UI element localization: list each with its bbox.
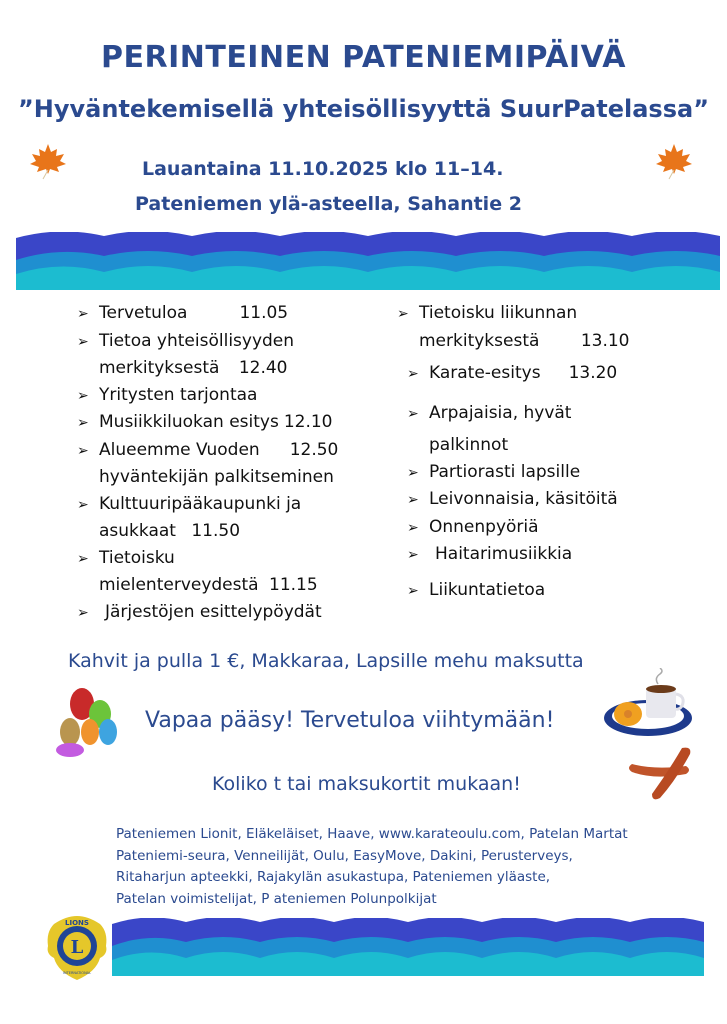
arrow-bullet-icon: ➢ [77,333,89,350]
program-item-time: 12.40 [238,358,288,378]
program-item-label: Onnenpyöriä [429,516,539,537]
program-item-time: 12.10 [283,412,333,432]
program-item-time: 11.05 [239,303,289,323]
program-item-label: Musiikkiluokan esitys [99,412,279,432]
sausage-icon [626,742,698,804]
program-item-label: Partiorasti lapsille [429,461,581,482]
sponsors-line: Pateniemen Lionit, Eläkeläiset, Haave, www.karateoulu.com, Patelan Martat [116,826,628,842]
program-item [397,514,629,542]
arrow-bullet-icon: ➢ [407,492,419,508]
program-item-label: Tietoa yhteisöllisyyden [99,330,295,351]
arrow-bullet-icon: ➢ [77,442,89,459]
arrow-bullet-icon: ➢ [77,496,89,513]
svg-text:INTERNATIONAL: INTERNATIONAL [62,971,92,975]
event-venue: Pateniemen ylä-asteella, Sahantie 2 [135,193,522,215]
program-item-label: Arpajaisia, hyvät [429,402,572,423]
program-item-label: Tietoisku [99,547,175,568]
program-item-label: asukkaat [99,521,176,541]
maple-leaf-icon [652,140,696,180]
arrow-bullet-icon: ➢ [407,547,419,563]
program-item [397,541,629,569]
program-item [77,437,338,465]
program-item-continuation [77,464,338,491]
program-item-label: hyväntekijän palkitseminen [99,467,334,487]
program-item-label: Tervetuloa [99,303,188,323]
wave-divider [16,232,720,292]
program-item-label: Alueemme Vuoden [99,439,260,460]
program-item [397,459,629,487]
arrow-bullet-icon: ➢ [397,306,409,322]
program-item-time: 12.50 [289,439,339,460]
arrow-bullet-icon: ➢ [407,366,419,382]
program-item [397,486,629,514]
arrow-bullet-icon: ➢ [77,550,89,567]
maple-leaf-icon [26,140,70,180]
arrow-bullet-icon: ➢ [407,582,419,599]
free-entry-info: Vapaa pääsy! Tervetuloa viihtymään! [145,708,555,733]
svg-text:L: L [70,937,84,958]
program-item-label: Haitarimusiikkia [435,544,573,564]
poster-title: PERINTEINEN PATENIEMIPÄIVÄ [101,40,626,75]
sponsors-list [116,824,628,910]
program-item-label: mielenterveydestä [99,575,259,595]
program-item-time: 13.10 [580,330,630,351]
program-item-label: Leivonnaisia, käsitöitä [429,489,618,509]
program-item-continuation [77,355,338,382]
program-item-label: merkityksestä [99,358,220,378]
program-item [77,300,338,328]
program-item [397,360,629,388]
event-date: Lauantaina 11.10.2025 klo 11–14. [142,158,504,180]
arrow-bullet-icon: ➢ [77,387,89,404]
arrow-bullet-icon: ➢ [407,464,419,481]
program-item [77,409,338,437]
coffee-and-bun-icon [602,668,694,740]
program-item-label: merkityksestä [419,330,540,351]
program-item-label: Karate-esitys [429,363,541,383]
program-item-continuation [397,432,629,459]
program-item-label: Kulttuuripääkaupunki ja [99,493,302,514]
program-item-label: Tietoisku liikunnan [419,303,578,323]
program-item [397,400,629,428]
arrow-bullet-icon: ➢ [77,415,89,431]
program-item-label: Yritysten tarjontaa [99,384,258,405]
arrow-bullet-icon: ➢ [77,306,89,322]
program-list-right [397,300,629,604]
program-item-label: Järjestöjen esittelypöydät [105,601,322,622]
program-list-left [77,300,338,626]
sponsors-line: Pateniemi-seura, Venneilijät, Oulu, EasyMove, Dakini, Perusterveys, [116,847,573,864]
program-item-time: 11.50 [191,521,241,541]
lions-logo-icon [44,912,110,982]
program-item [397,577,629,605]
program-item [77,599,338,627]
arrow-bullet-icon: ➢ [407,405,419,422]
wave-divider [112,918,704,978]
program-item-time: 13.20 [568,363,618,383]
program-item [77,382,338,410]
refreshments-info: Kahvit ja pulla 1 €, Makkaraa, Lapsille mehu maksutta [68,650,584,672]
payment-info: Koliko t tai maksukortit mukaan! [212,773,521,795]
balloons-icon [48,686,120,758]
program-item [77,491,338,519]
program-item [77,328,338,356]
program-item [397,300,629,328]
arrow-bullet-icon: ➢ [77,604,89,621]
program-item-label: palkinnot [429,435,509,455]
sponsors-line: Patelan voimistelijat, P ateniemen Polunpolkijat [116,890,437,907]
sponsors-line: Ritaharjun apteekki, Rajakylän asukastupa, Pateniemen yläaste, [116,869,551,885]
arrow-bullet-icon: ➢ [407,519,419,536]
svg-text:LIONS: LIONS [65,919,89,927]
program-item-time: 11.15 [269,575,318,595]
program-item-continuation [77,518,338,545]
poster-subtitle: ”Hyväntekemisellä yhteisöllisyyttä SuurPatelassa” [18,95,709,123]
program-item-continuation [77,572,338,599]
program-item-continuation [397,328,629,355]
program-item [77,545,338,573]
program-item-label: Liikuntatietoa [429,579,546,600]
